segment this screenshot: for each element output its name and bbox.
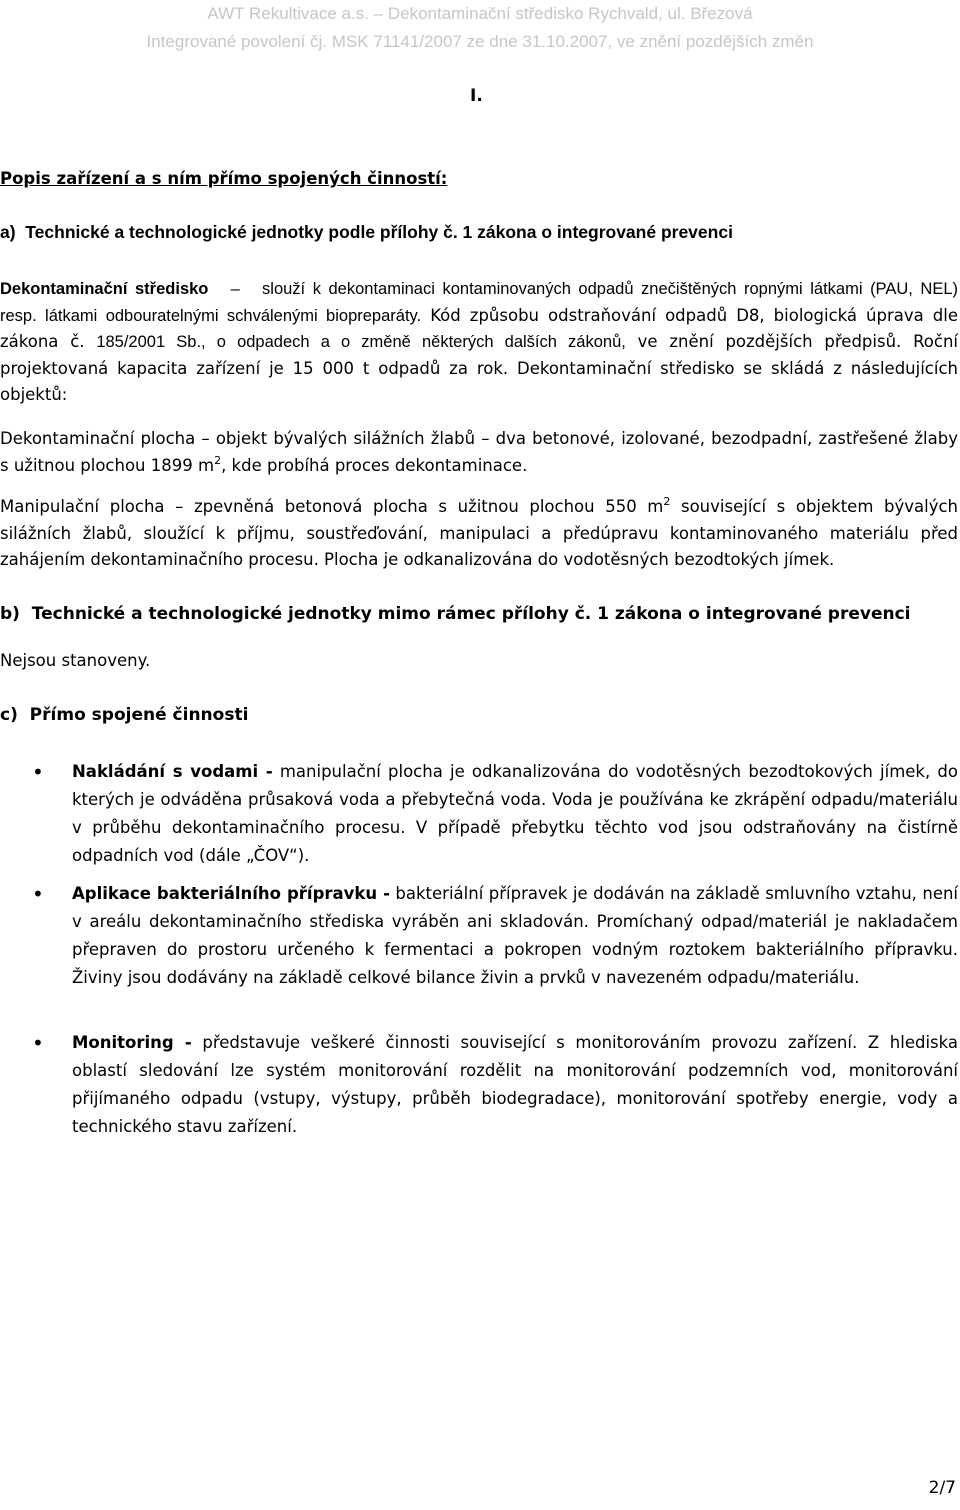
paragraph-text: Dekontaminační plocha – objekt bývalých silážních žlabů – dva betonové, izolované, bezodpadní, zastřešené žlaby s užitnou plochou 1899 m — [0, 429, 958, 475]
list-item-title: Monitoring - — [72, 1033, 192, 1052]
paragraph-text-end: , kde probíhá proces dekontaminace. — [221, 455, 528, 475]
superscript: 2 — [214, 453, 222, 467]
paragraph-text-2: Kód způsobu odstraňování odpadů D8, biologická úprava dle zákona č. — [0, 305, 959, 351]
paragraph-decontamination-area — [0, 426, 958, 479]
paragraph-text-1: slouží k dekontaminaci kontaminovaných odpadů znečištěných ropnými látkami (PAU, NEL) resp. látkami odbouratelnými schválenými biopreparáty. — [0, 280, 958, 325]
list-item-title: Nakládání s vodami - — [72, 762, 273, 781]
law-reference: 185/2001 Sb. — [96, 333, 202, 351]
list-item-text: manipulační plocha je odkanalizována do vodotěsných bezodtokových jímek, do kterých je odváděna průsaková voda a přebytečná voda. Voda je používána ke zkrápění odpadu/materiálu v průběhu dekontaminačního procesu. V případě přebytku těchto vod jsou odstraňovány na čistírně odpadních vod (dále „ČOV“). — [72, 762, 958, 865]
header-line-2: Integrované povolení čj. MSK 71141/2007 ze dne 31.10.2007, ve znění pozdějších změn — [146, 32, 814, 51]
list-item-water — [72, 758, 958, 870]
list-item-title: Aplikace bakteriálního přípravku - — [72, 884, 390, 903]
facility-name: Dekontaminační středisko — [0, 280, 209, 298]
dash: – — [230, 280, 240, 298]
paragraph-text-end: Plocha je odkanalizována do vodotěsných bezodtokých jímek. — [318, 550, 835, 569]
paragraph-text-3: , o odpadech a o změně některých dalších zákonů, — [201, 333, 626, 351]
list-item-bacterial — [72, 880, 958, 992]
superscript: 2 — [663, 495, 671, 508]
subsection-c-heading: c) Přímo spojené činnosti — [0, 705, 249, 725]
paragraph-description — [0, 276, 958, 409]
list-item-text: bakteriální přípravek je dodáván na základě smluvního vztahu, není v areálu dekontaminačního střediska vyráběn ani skladován. Promíchaný odpad/materiál je nakladačem přepraven do prostoru určeného k fermentaci a pokropen vodným roztokem bakteriálního přípravku. Živiny jsou dodávány na základě celkové bilance živin a prvků v navezeném odpadu/materiálu. — [72, 884, 959, 987]
paragraph-text-cont: související s objektem bývalých silážních žlabů, sloužící k příjmu, soustřeďování, manipulaci a předúpravu kontaminovaného materiálu před zahájením dekontaminačního procesu. — [0, 497, 958, 569]
header-line-1: AWT Rekultivace a.s. – Dekontaminační středisko Rychvald, ul. Březová — [207, 4, 753, 23]
subsection-a-heading: a) Technické a technologické jednotky podle přílohy č. 1 zákona o integrované prevenci — [0, 222, 733, 242]
list-item-monitoring — [72, 1029, 958, 1141]
section-title: Popis zařízení a s ním přímo spojených činností: — [0, 169, 448, 188]
subsection-b-heading: b) Technické a technologické jednotky mimo rámec přílohy č. 1 zákona o integrované prevenci — [0, 604, 911, 624]
bullet-icon: • — [32, 882, 44, 906]
page-number: 2/7 — [928, 1478, 956, 1498]
subsection-b-text: Nejsou stanoveny. — [0, 651, 151, 670]
paragraph-text-4: ve znění pozdějších předpisů. Roční projektovaná kapacita zařízení je 15 000 t odpadů za rok. Dekontaminační středisko se skládá z následujících objektů: — [0, 332, 958, 404]
bullet-icon: • — [32, 1031, 44, 1055]
paragraph-handling-area — [0, 494, 958, 574]
bullet-icon: • — [32, 760, 44, 784]
paragraph-text: Manipulační plocha – zpevněná betonová plocha s užitnou plochou 550 m — [0, 497, 664, 516]
list-item-text: představuje veškeré činnosti související s monitorováním provozu zařízení. Z hlediska oblastí sledování lze systém monitorování rozdělit na monitorování podzemních vod, monitorování přijímaného odpadu (vstupy, výstupy, průběh biodegradace), monitorování spotřeby energie, vody a technického stavu zařízení. — [72, 1033, 959, 1136]
page-section-marker: I. — [470, 86, 483, 106]
